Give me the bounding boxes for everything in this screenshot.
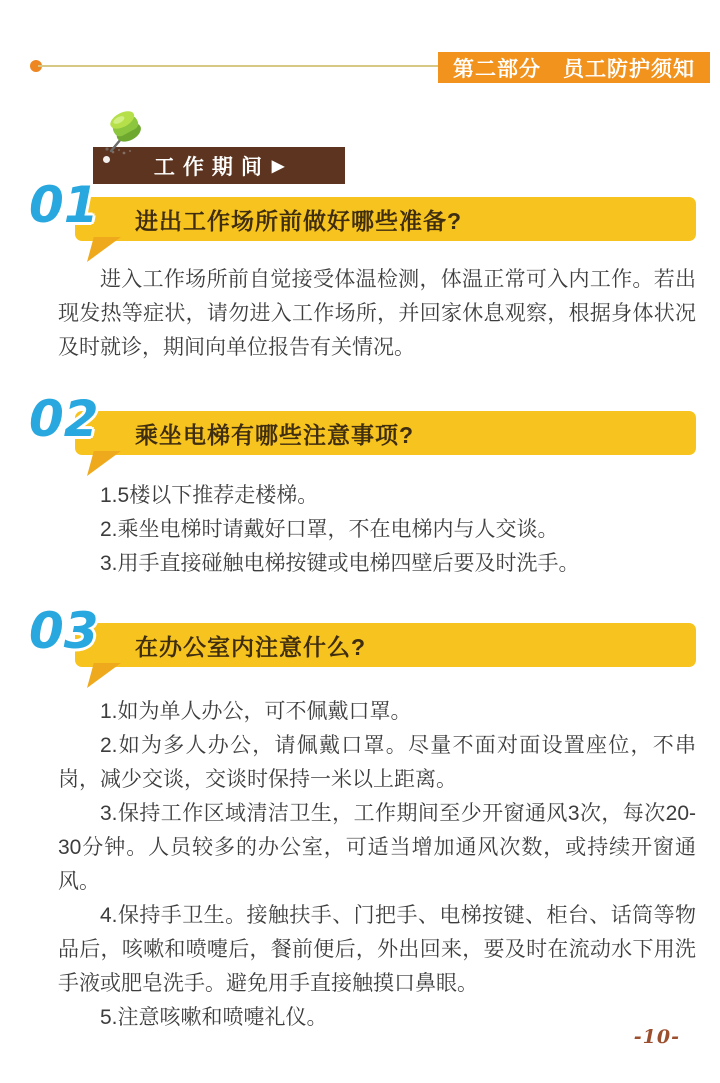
content-area [0, 176, 720, 1035]
question-bubble-2 [75, 411, 696, 455]
list-item: 2.如为多人办公，请佩戴口罩。尽量不面对面设置座位，不串岗，减少交谈，交谈时保持一米以上距离。 [58, 734, 696, 791]
topic-banner [93, 147, 345, 184]
answer-body-1 [58, 263, 696, 365]
section-number-1: 01 [29, 176, 99, 234]
question-text-3: 在办公室内注意什么? [135, 633, 367, 660]
right-arrow-icon: ▶ [271, 157, 285, 175]
topic-banner-label: 工作期间 [153, 155, 270, 179]
qa-section-2 [29, 390, 696, 581]
list-item: 3.保持工作区域清洁卫生，工作期间至少开窗通风3次，每次20-30分钟。人员较多的办公室，可适当增加通风次数，或持续开窗通风。 [58, 802, 696, 893]
rule-line [38, 65, 438, 67]
banner-dot-icon [103, 156, 110, 163]
part-title: 第二部分 员工防护须知 [438, 52, 710, 83]
list-item: 5.注意咳嗽和喷嚏礼仪。 [100, 1006, 328, 1029]
list-item: 1.如为单人办公，可不佩戴口罩。 [100, 700, 412, 723]
section-number-3: 03 [29, 602, 99, 660]
question-text-2: 乘坐电梯有哪些注意事项? [135, 421, 415, 448]
answer-body-3 [58, 695, 696, 1035]
qa-section-3 [29, 602, 696, 1035]
question-header-2 [29, 390, 696, 455]
list-item: 1.5楼以下推荐走楼梯。 [100, 484, 319, 507]
question-bubble-3 [75, 623, 696, 667]
pushpin-icon [93, 103, 155, 159]
question-bubble-1 [75, 197, 696, 241]
list-item: 2.乘坐电梯时请戴好口罩，不在电梯内与人交谈。 [100, 518, 559, 541]
qa-section-1 [29, 176, 696, 365]
question-header-3 [29, 602, 696, 667]
list-item: 4.保持手卫生。接触扶手、门把手、电梯按键、柜台、话筒等物品后，咳嗽和喷嚏后，餐前便后，外出回来，要及时在流动水下用洗手液或肥皂洗手。避免用手直接触摸口鼻眼。 [58, 904, 696, 995]
question-text-1: 进出工作场所前做好哪些准备? [135, 207, 463, 234]
page-number: -10- [633, 1026, 680, 1048]
list-item: 3.用手直接碰触电梯按键或电梯四壁后要及时洗手。 [100, 552, 580, 575]
paragraph: 进入工作场所前自觉接受体温检测，体温正常可入内工作。若出现发热等症状，请勿进入工作场所，并回家休息观察，根据身体状况及时就诊，期间向单位报告有关情况。 [58, 268, 696, 359]
section-number-2: 02 [29, 390, 99, 448]
question-header-1 [29, 176, 696, 241]
answer-body-2 [58, 479, 696, 581]
